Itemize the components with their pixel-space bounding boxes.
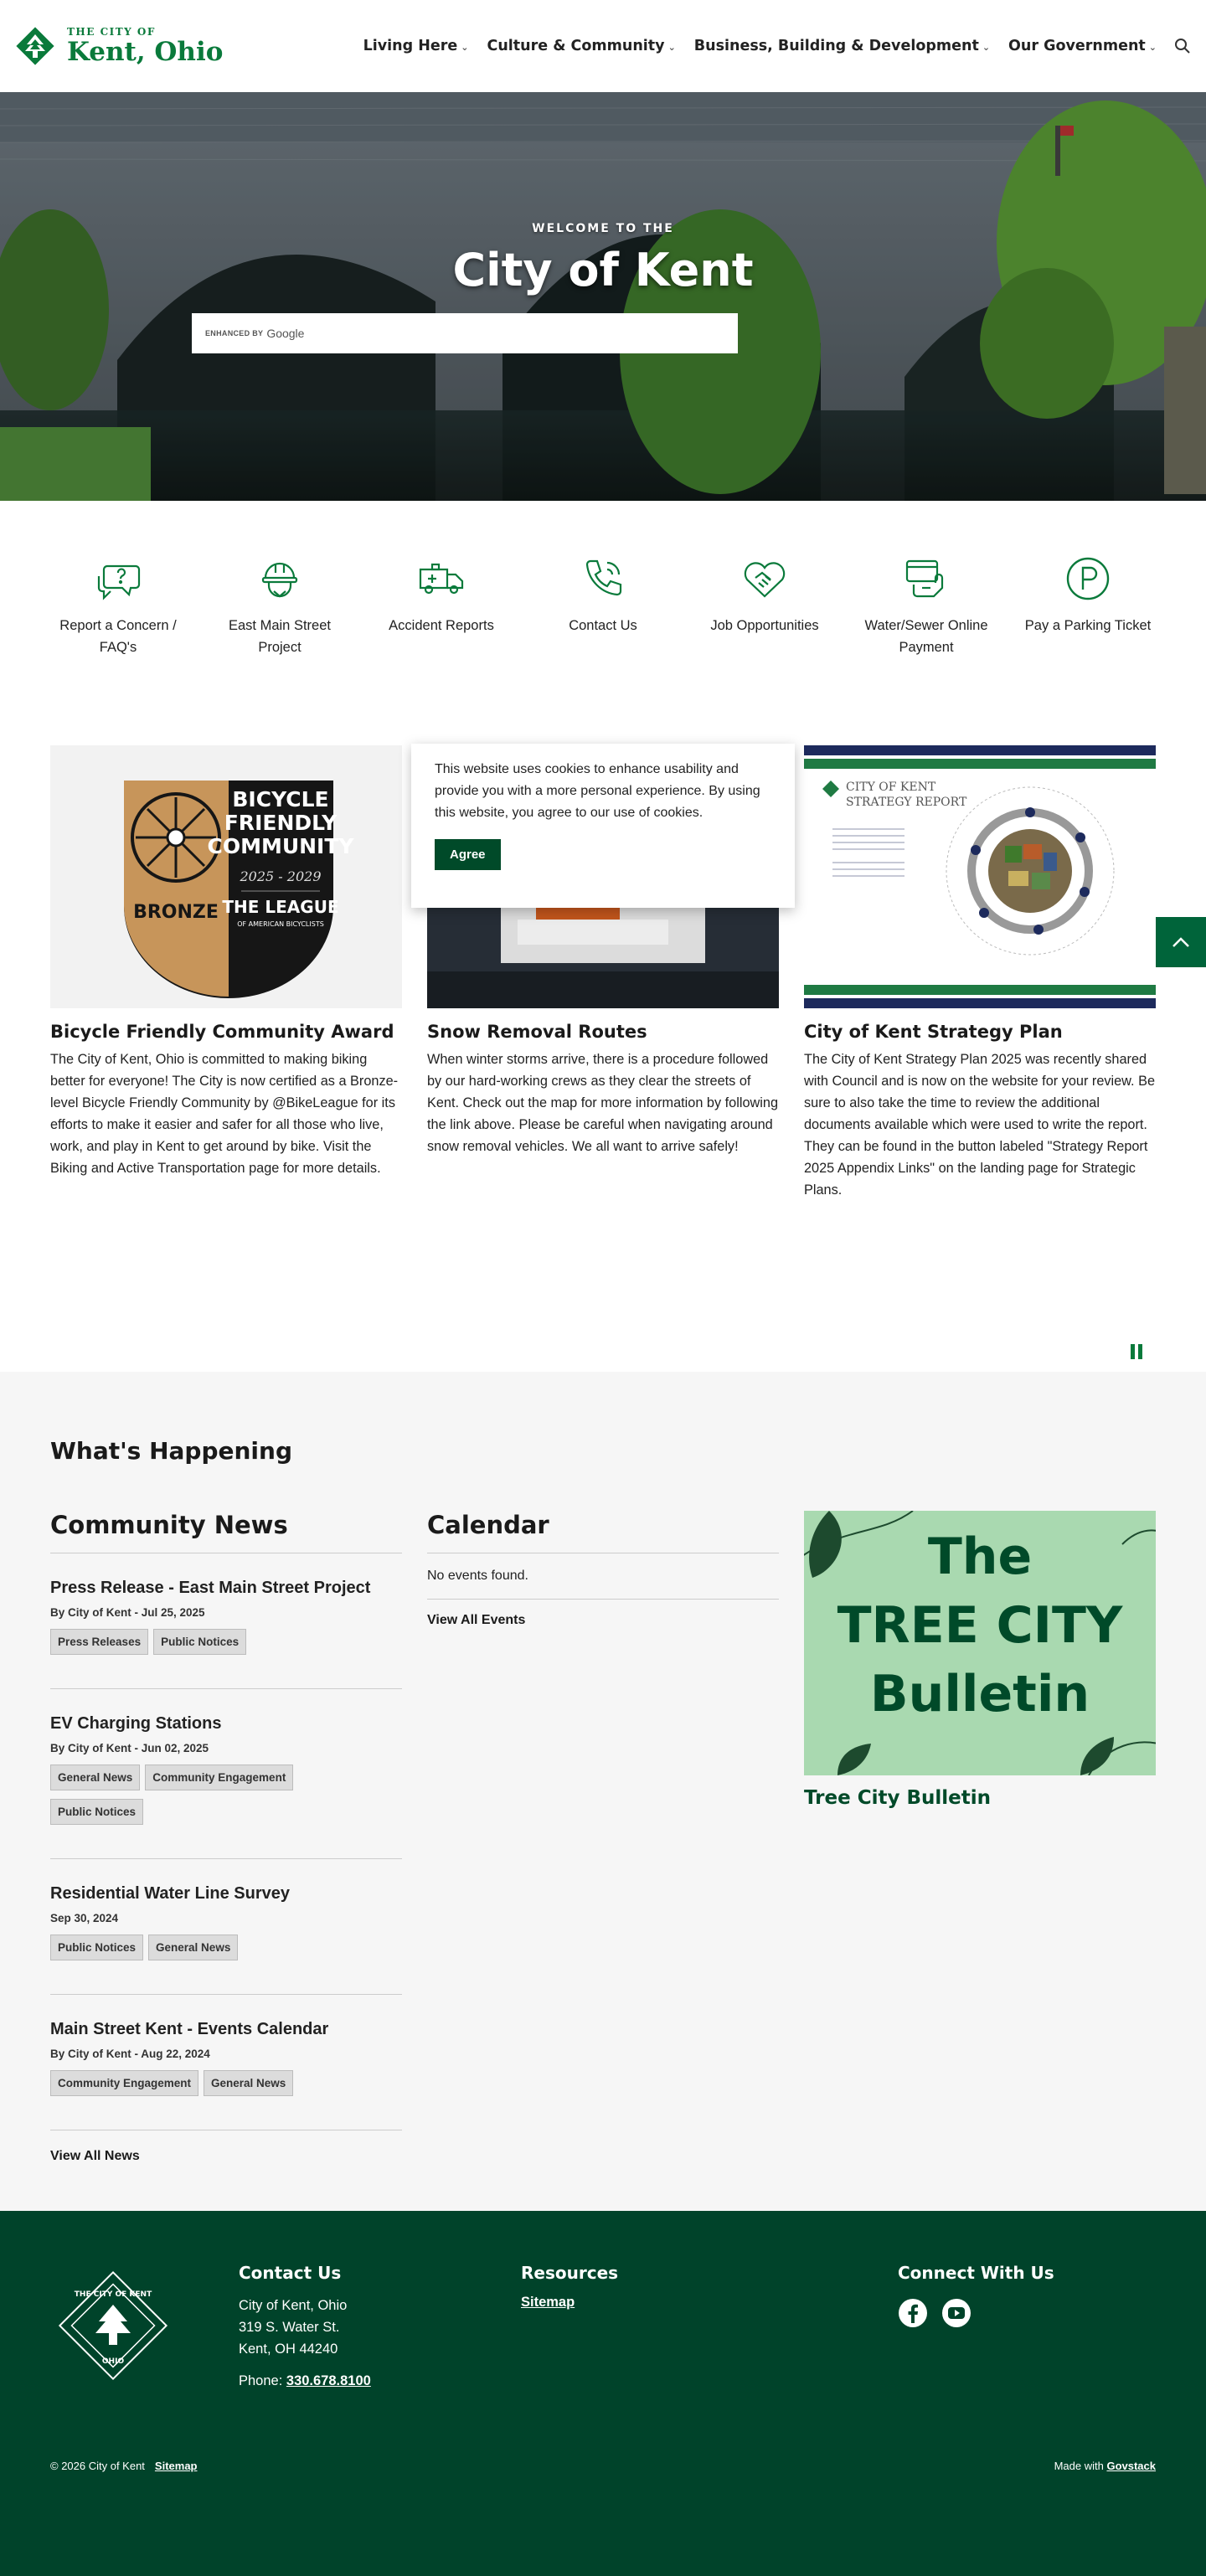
copyright-group <box>50 2460 198 2472</box>
chevron-down-icon: ⌄ <box>461 41 469 53</box>
govstack-link[interactable]: Govstack <box>1106 2460 1156 2472</box>
copyright-text: © 2026 City of Kent <box>50 2460 145 2472</box>
footer-resources-heading: Resources <box>521 2263 619 2283</box>
phone-label: Phone: <box>239 2373 283 2388</box>
stone-bridge-photo <box>0 92 1206 501</box>
footer-resources <box>521 2263 618 2311</box>
news-tags <box>50 1935 352 1960</box>
search-enhanced-label: ENHANCED BY <box>205 329 264 337</box>
parking-icon <box>1062 553 1114 605</box>
bottom-sitemap-link[interactable]: Sitemap <box>154 2460 198 2472</box>
pause-icon <box>1138 1344 1142 1359</box>
news-tags <box>50 1765 352 1825</box>
city-seal-logo-icon <box>50 2263 176 2388</box>
feature-card-strategy[interactable] <box>804 745 1156 1201</box>
badge-league: THE LEAGUE <box>222 897 339 917</box>
community-news <box>50 1511 402 2164</box>
card-title[interactable]: Bicycle Friendly Community Award <box>50 1022 394 1042</box>
quick-link-contact-us[interactable] <box>529 553 677 636</box>
tag-general-news[interactable]: General News <box>50 1765 140 1790</box>
footer-connect <box>898 2263 1054 2332</box>
quick-link-label: Accident Reports <box>389 618 494 633</box>
back-to-top-button[interactable] <box>1156 917 1206 967</box>
badge-line-3: COMMUNITY <box>207 834 354 858</box>
report-title-1: CITY OF KENT <box>846 781 936 794</box>
footer-bottom-bar <box>50 2460 1156 2472</box>
bicycle-award-image <box>50 745 402 1008</box>
tag-general-news[interactable]: General News <box>204 2070 293 2096</box>
feature-card-bicycle[interactable] <box>50 745 402 1179</box>
nav-our-government[interactable] <box>999 38 1166 54</box>
tag-public-notices[interactable]: Public Notices <box>153 1629 246 1655</box>
chevron-down-icon: ⌄ <box>1148 41 1157 53</box>
news-tags <box>50 1629 352 1655</box>
news-item <box>50 1689 402 1859</box>
badge-league-sub: OF AMERICAN BICYCLISTS <box>237 920 324 928</box>
quick-link-water-sewer[interactable] <box>853 553 1000 658</box>
made-with-label: Made with <box>1054 2460 1104 2472</box>
kent-diamond-logo-icon <box>12 23 59 70</box>
news-title-link[interactable]: Residential Water Line Survey <box>50 1884 291 1903</box>
chevron-down-icon: ⌄ <box>667 41 676 53</box>
badge-line-1: BICYCLE <box>232 787 329 811</box>
nav-living-here[interactable] <box>354 38 478 54</box>
social-links <box>898 2298 1054 2332</box>
report-title-2: STRATEGY REPORT <box>846 796 967 809</box>
facebook-link[interactable] <box>898 2298 928 2332</box>
handshake-icon <box>739 553 791 605</box>
bulletin-line: TREE CITY <box>837 1596 1123 1655</box>
news-tags <box>50 2070 352 2096</box>
tag-press-releases[interactable]: Press Releases <box>50 1629 148 1655</box>
section-title: What's Happening <box>50 1437 292 1465</box>
address-line: Kent, OH 44240 <box>239 2342 338 2357</box>
bulletin-line: Bulletin <box>869 1665 1090 1723</box>
youtube-icon <box>941 2298 972 2328</box>
nav-label: Our Government <box>1008 38 1146 54</box>
payment-card-icon <box>900 553 952 605</box>
footer-contact-heading: Contact Us <box>239 2263 342 2283</box>
tree-city-bulletin-image <box>804 1511 1156 1775</box>
phone-line <box>239 2370 371 2392</box>
news-item <box>50 1995 402 2130</box>
chevron-down-icon: ⌄ <box>982 41 991 53</box>
ambulance-icon <box>415 553 467 605</box>
bulletin-headline <box>804 1511 1156 1728</box>
nav-label: Business, Building & Development <box>693 38 979 54</box>
quick-link-label: Job Opportunities <box>710 618 819 633</box>
news-item <box>50 1859 402 1995</box>
tag-community-engagement[interactable]: Community Engagement <box>145 1765 293 1790</box>
logo-big-text: Kent, Ohio <box>67 37 224 67</box>
site-search-box[interactable] <box>192 313 738 353</box>
news-meta: Sep 30, 2024 <box>50 1912 119 1924</box>
quick-link-label: East Main Street Project <box>229 618 331 655</box>
badge-years: 2025 - 2029 <box>240 868 322 884</box>
hero-banner <box>0 92 1206 501</box>
strategy-report-cover <box>804 745 1156 1008</box>
phone-link[interactable]: 330.678.8100 <box>286 2373 371 2388</box>
footer-contact <box>239 2263 371 2392</box>
nav-business-building[interactable] <box>685 38 999 54</box>
strategy-report-image <box>804 745 1156 1008</box>
news-title-link[interactable]: Main Street Kent - Events Calendar <box>50 2020 329 2038</box>
footer-connect-heading: Connect With Us <box>898 2263 1054 2283</box>
news-meta: By City of Kent - Jul 25, 2025 <box>50 1606 205 1619</box>
made-with <box>1054 2460 1156 2472</box>
calendar-heading: Calendar <box>427 1511 779 1553</box>
tag-general-news[interactable]: General News <box>148 1935 238 1960</box>
tree-city-bulletin[interactable] <box>804 1511 1156 1809</box>
site-footer <box>0 2211 1206 2576</box>
tag-public-notices[interactable]: Public Notices <box>50 1799 143 1825</box>
whats-happening-section <box>0 1372 1206 2211</box>
search-icon <box>1174 38 1191 54</box>
card-text: The City of Kent Strategy Plan 2025 was recently shared with Council and is now on the website for your review. Be sure to also take the time to review the additional documents available which were used to write the report. They can be found in the button labeled "Strategy Report 2025 Appendix Links" on the landing page for Strategic Plans. <box>804 1052 1156 1198</box>
calendar <box>427 1511 779 1628</box>
nav-label: Living Here <box>363 38 458 54</box>
youtube-link[interactable] <box>941 2298 972 2332</box>
quick-link-accident-reports[interactable] <box>368 553 515 636</box>
quick-link-report-concern[interactable] <box>44 553 192 658</box>
view-all-news-link[interactable]: View All News <box>50 2149 140 2163</box>
card-title[interactable]: City of Kent Strategy Plan <box>804 1022 1063 1042</box>
address-line: 319 S. Water St. <box>239 2320 340 2335</box>
facebook-icon <box>898 2298 928 2328</box>
search-google-label: Google <box>266 327 305 340</box>
pause-icon <box>1131 1344 1135 1359</box>
news-meta: By City of Kent - Aug 22, 2024 <box>50 2048 210 2060</box>
address-line: City of Kent, Ohio <box>239 2298 348 2313</box>
news-title-link[interactable]: EV Charging Stations <box>50 1714 222 1733</box>
tag-public-notices[interactable]: Public Notices <box>50 1935 143 1960</box>
quick-link-label: Water/Sewer Online Payment <box>864 618 988 655</box>
badge-level: BRONZE <box>133 902 219 923</box>
quick-link-parking-ticket[interactable] <box>1014 553 1162 636</box>
bicycle-friendly-badge <box>50 745 402 1008</box>
hero-heading-group <box>0 222 1206 296</box>
hero-title: City of Kent <box>452 244 754 296</box>
view-all-events-link[interactable]: View All Events <box>427 1613 526 1627</box>
logo-wordmark <box>67 26 223 66</box>
quick-link-east-main[interactable] <box>206 553 353 658</box>
nav-label: Culture & Community <box>487 38 665 54</box>
quick-link-label: Report a Concern / FAQ's <box>59 618 177 655</box>
quick-link-job-opportunities[interactable] <box>691 553 838 636</box>
quick-links <box>0 501 1206 687</box>
tag-community-engagement[interactable]: Community Engagement <box>50 2070 198 2096</box>
bulletin-title-link[interactable]: Tree City Bulletin <box>804 1787 991 1809</box>
quick-link-label: Pay a Parking Ticket <box>1024 618 1152 633</box>
quick-link-label: Contact Us <box>569 618 637 633</box>
seal-bottom-text: OHIO <box>101 2357 125 2366</box>
news-heading: Community News <box>50 1511 402 1553</box>
site-logo[interactable] <box>12 23 255 70</box>
chevron-up-icon <box>1172 936 1190 948</box>
search-button[interactable] <box>1171 34 1194 58</box>
badge-line-2: FRIENDLY <box>224 811 338 835</box>
phone-icon <box>577 553 629 605</box>
footer-sitemap-link[interactable]: Sitemap <box>521 2295 575 2310</box>
logo-small-text: THE CITY OF <box>67 26 156 38</box>
news-title-link[interactable]: Press Release - East Main Street Project <box>50 1579 371 1597</box>
site-search-input[interactable] <box>192 313 738 353</box>
chat-question-icon <box>92 553 144 605</box>
nav-culture-community[interactable] <box>477 38 684 54</box>
seal-top-text: THE CITY OF KENT <box>74 2290 152 2299</box>
carousel-pause-button[interactable] <box>1131 1344 1144 1359</box>
calendar-empty-message: No events found. <box>427 1553 779 1600</box>
cookie-text: This website uses cookies to enhance usability and provide you with a more personal experience. By using this website, you agree to our use of cookies. <box>435 762 760 820</box>
main-nav <box>354 0 1194 92</box>
card-text: The City of Kent, Ohio is committed to making biking better for everyone! The City is now certified as a Bronze-level Bicycle Friendly Community by @BikeLeague for its efforts to make it easier and safer for all those who live, work, and play in Kent to get around by bike. Visit the Biking and Active Transportation page for more details. <box>50 1052 399 1176</box>
card-title[interactable]: Snow Removal Routes <box>427 1022 647 1042</box>
hero-kicker: WELCOME TO THE <box>532 222 674 235</box>
cookie-agree-button[interactable]: Agree <box>435 839 501 870</box>
hard-hat-icon <box>254 553 306 605</box>
news-item <box>50 1553 402 1689</box>
bulletin-line: The <box>927 1528 1033 1586</box>
site-header <box>0 0 1206 92</box>
card-text: When winter storms arrive, there is a procedure followed by our hard-working crews as they clear the streets of Kent. Check out the map for more information by following the link above. Please be careful when navigating around snow removal vehicles. We all want to arrive safely! <box>427 1052 778 1154</box>
cookie-consent-banner <box>411 744 795 908</box>
news-meta: By City of Kent - Jun 02, 2025 <box>50 1742 209 1754</box>
